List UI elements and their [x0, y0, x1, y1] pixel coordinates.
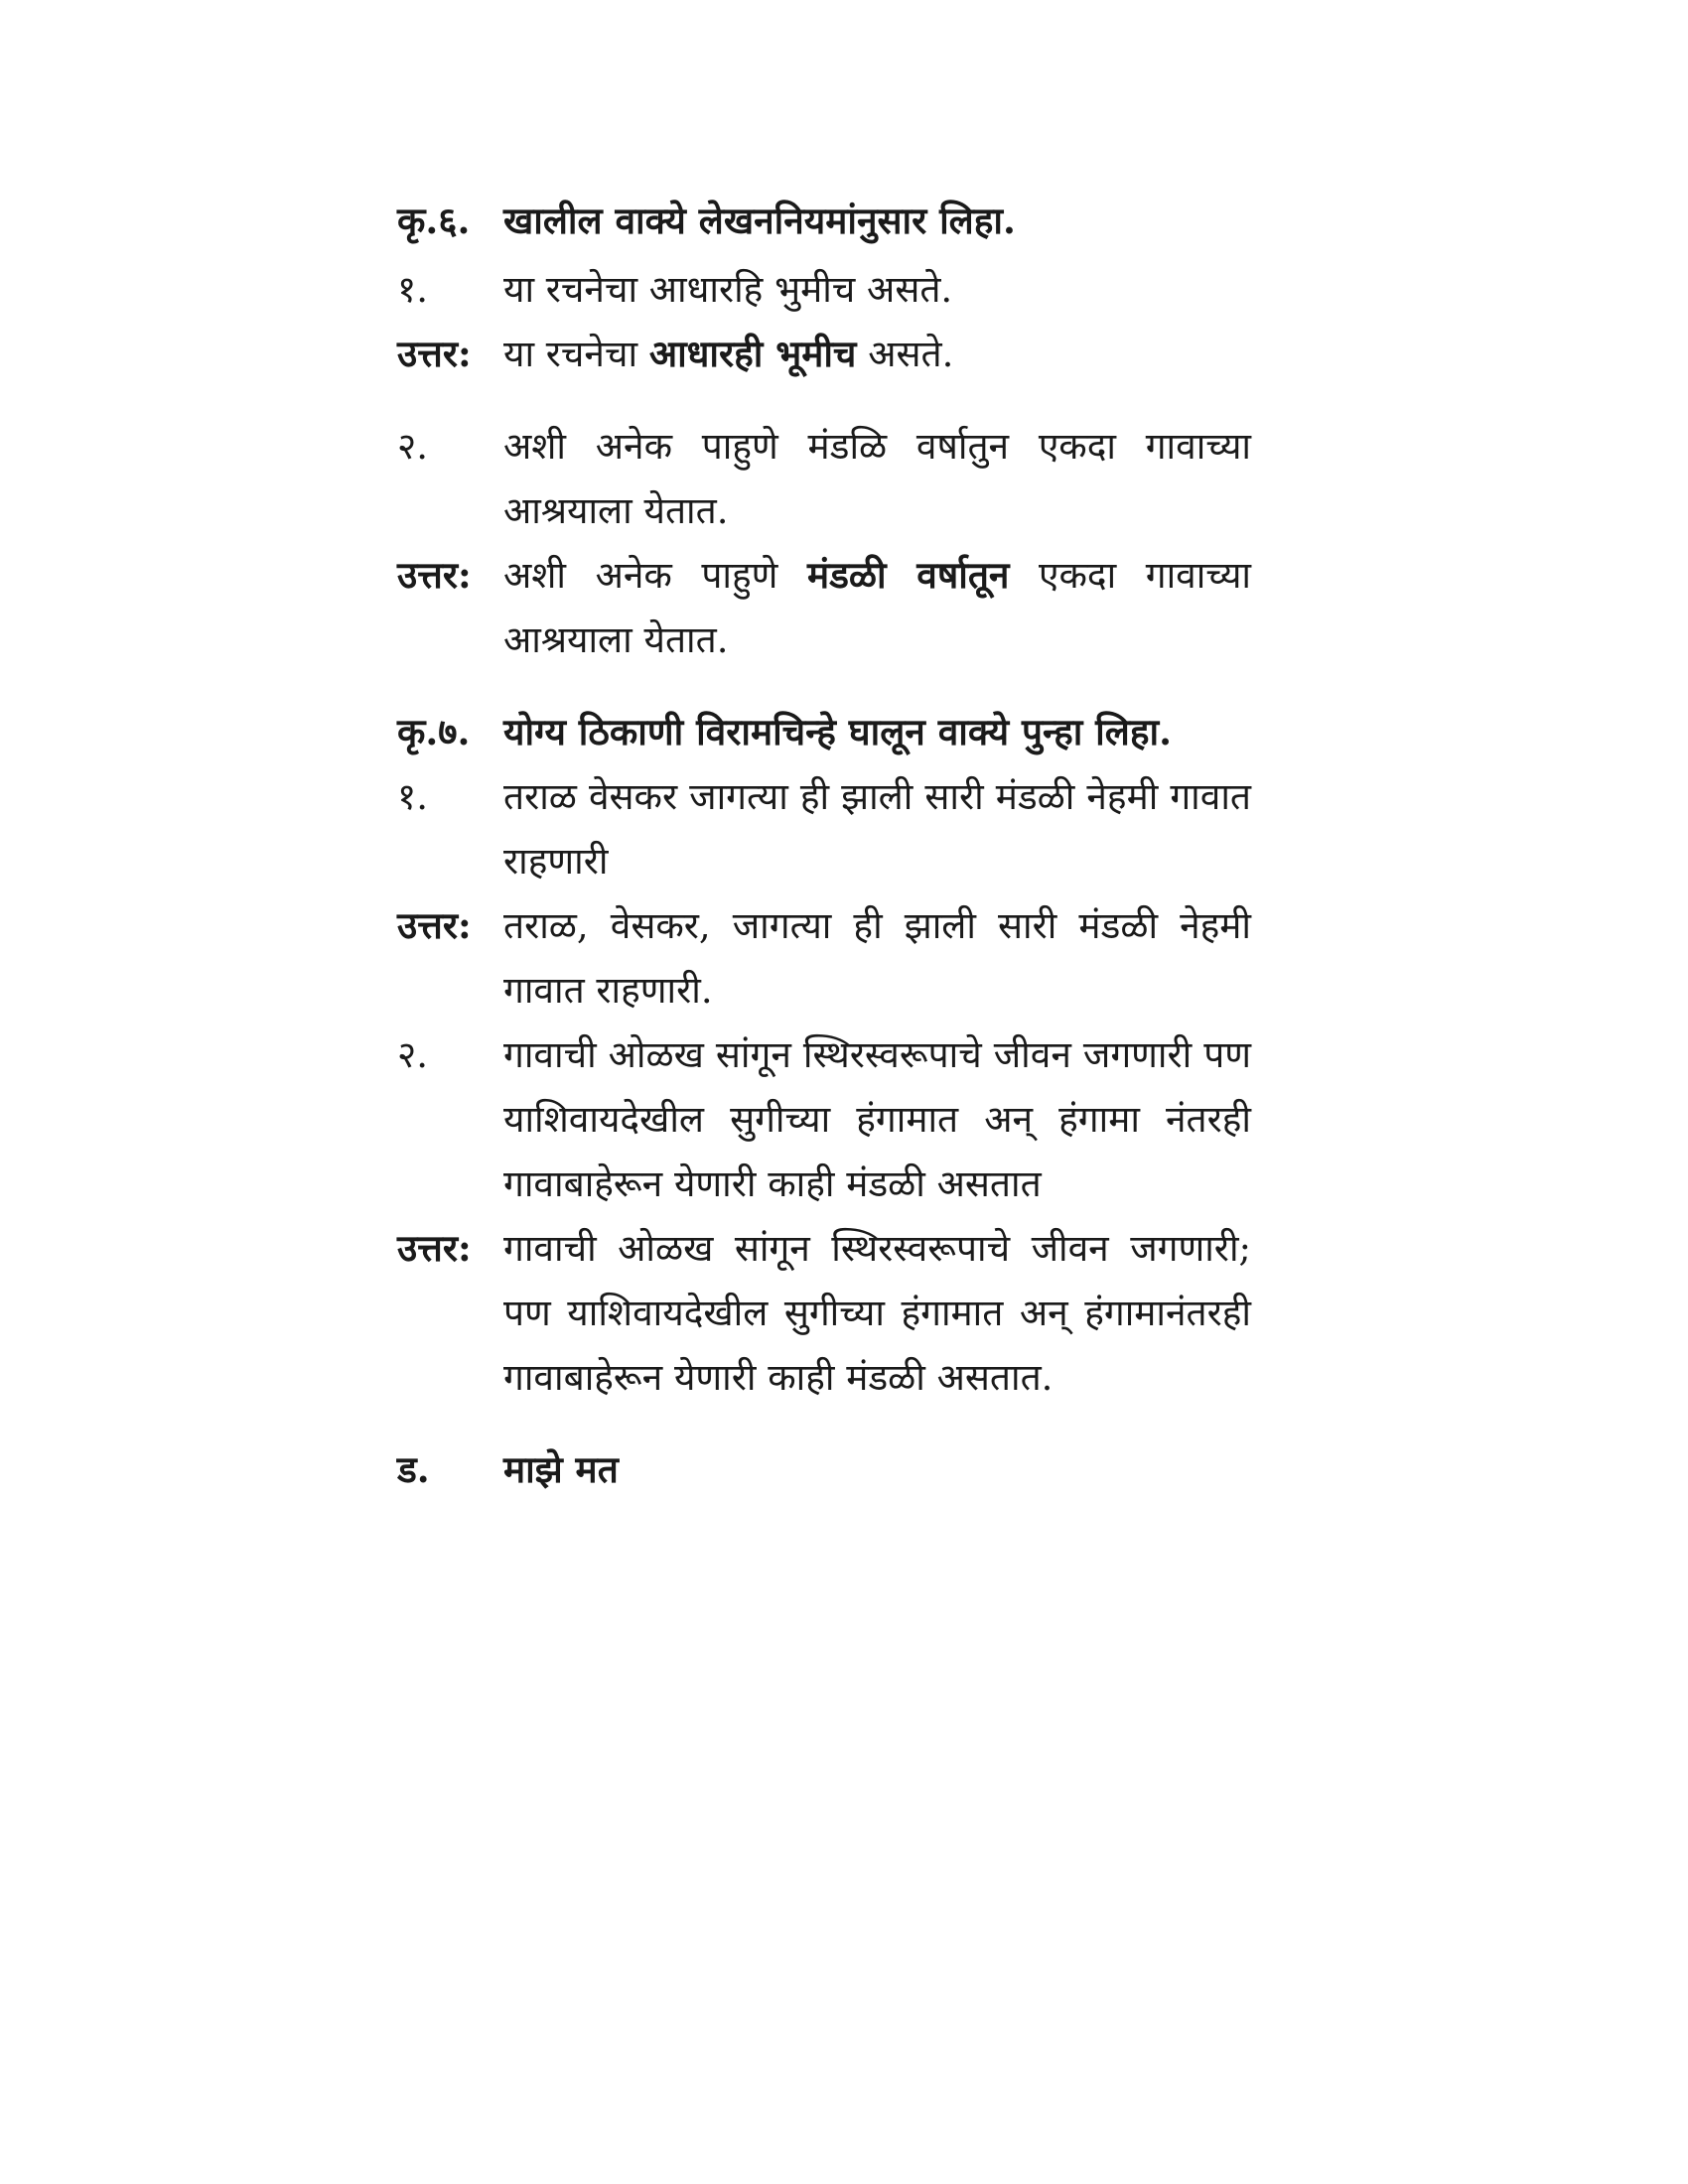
answer-label: उत्तर:	[397, 903, 472, 947]
q7-item-2-num: २.	[397, 1033, 429, 1076]
q6-item-1-answer	[397, 322, 1251, 386]
q7-item-1	[397, 764, 1251, 893]
q7-item-2-answer-text: गावाची ओळख सांगून स्थिरस्वरूपाचे जीवन जगणारी; पण याशिवायदेखील सुगीच्या हंगामात अन् हंगामानंतरही गावाबाहेरून येणारी काही मंडळी असतात.	[503, 1227, 1251, 1399]
answer-part: असते.	[856, 333, 954, 375]
q6-item-2-num: २.	[397, 425, 429, 468]
q6-item-2-answer	[397, 543, 1251, 672]
answer-label: उत्तर:	[397, 1226, 472, 1270]
answer-part: या रचनेचा	[503, 333, 649, 375]
q6-item-1-text: या रचनेचा आधारहि भुमीच असते.	[503, 268, 953, 311]
q7-item-1-text: तराळ वेसकर जागत्या ही झाली सारी मंडळी नेहमी गावात राहणारी	[503, 775, 1251, 883]
q7-item-2-answer	[397, 1216, 1251, 1410]
answer-correction: मंडळी वर्षातून	[806, 553, 1010, 597]
q6-item-2-text: अशी अनेक पाहुणे मंडळि वर्षातुन एकदा गावाच्या आश्रयाला येतात.	[503, 425, 1251, 532]
q6-title: खालील वाक्ये लेखननियमांनुसार लिहा.	[503, 199, 1016, 242]
q7-item-1-answer-text: तराळ, वेसकर, जागत्या ही झाली सारी मंडळी नेहमी गावात राहणारी.	[503, 904, 1251, 1012]
answer-part: एकदा गावाच्या आश्रयाला येतात.	[503, 554, 1251, 661]
q7-label: कृ.७.	[397, 710, 471, 753]
q6-item-2	[397, 414, 1251, 543]
q6-item-1	[397, 257, 1251, 322]
q7-item-1-answer	[397, 893, 1251, 1023]
answer-label: उत्तर:	[397, 553, 472, 597]
answer-label: उत्तर:	[397, 332, 472, 375]
q7-title: योग्य ठिकाणी विरामचिन्हे घालून वाक्ये पुन्हा लिहा.	[503, 710, 1172, 753]
q6-item-1-num: १.	[397, 268, 429, 311]
answer-part: अशी अनेक पाहुणे	[503, 554, 807, 597]
q7-item-2-text: गावाची ओळख सांगून स्थिरस्वरूपाचे जीवन जगणारी पण याशिवायदेखील सुगीच्या हंगामात अन् हंगामा नंतरही गावाबाहेरून येणारी काही मंडळी असतात	[503, 1033, 1251, 1205]
worksheet-page	[397, 189, 1251, 1502]
section-d-heading	[397, 1437, 1251, 1502]
answer-correction: आधारही भूमीच	[648, 332, 857, 375]
q6-item-2-answer-text	[503, 543, 1251, 672]
q7-item-2	[397, 1023, 1251, 1216]
q6-label: कृ.६.	[397, 199, 471, 242]
q7-item-1-num: १.	[397, 775, 429, 818]
q7-heading	[397, 700, 1251, 764]
section-d-label: ड.	[397, 1447, 430, 1491]
q6-heading	[397, 189, 1251, 253]
section-d-title: माझे मत	[503, 1447, 619, 1491]
q6-item-1-answer-text	[503, 322, 1251, 386]
